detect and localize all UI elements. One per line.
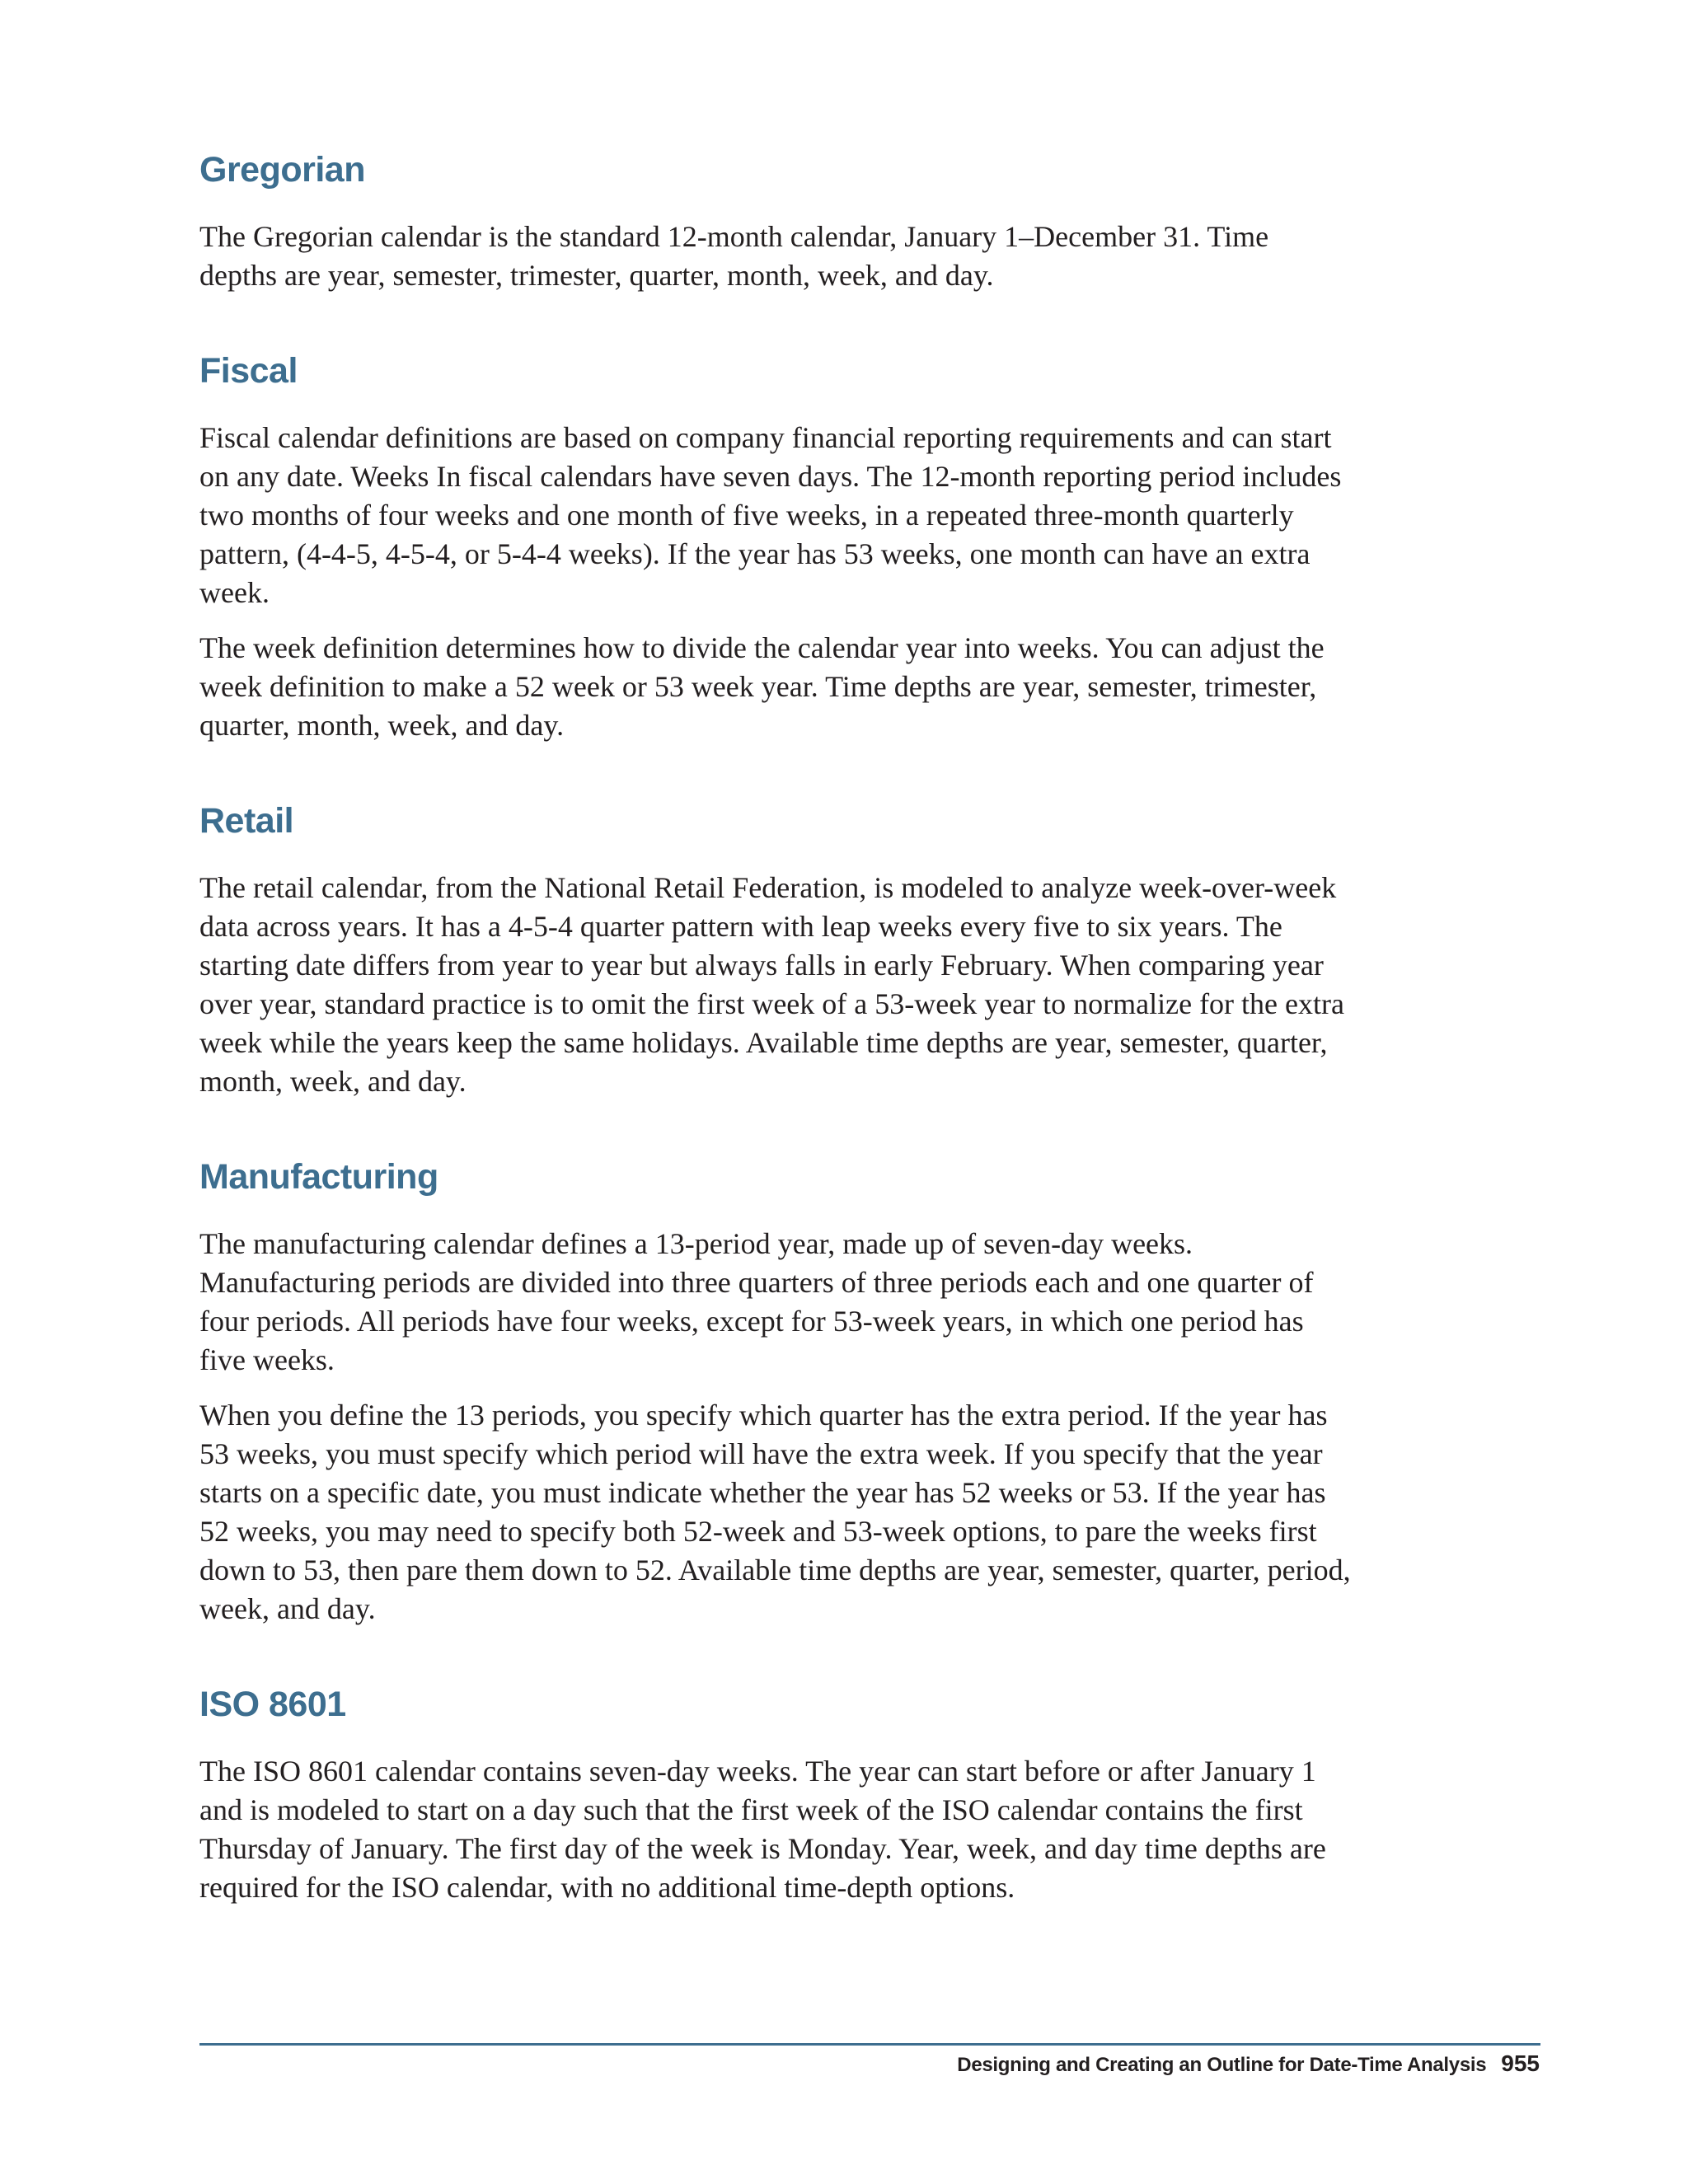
page-footer: [957, 2050, 1540, 2077]
paragraph: The week definition determines how to divide the calendar year into weeks. You can adjust the week definition to make a 52 week or 53 week year. Time depths are year, semester, trimester, quarter, month, week, and day.: [199, 631, 1325, 742]
paragraph: When you define the 13 periods, you specify which quarter has the extra period. If the year has 53 weeks, you must specify which period will have the extra week. If you specify that the year starts on a specific date, you must indicate whether the year has 52 weeks or 53. If the year has 52 weeks, you may need to specify both 52-week and 53-week options, to pare the weeks first down to 53, then pare them down to 52. Available time depths are year, semester, quarter, period, week, and day.: [199, 1399, 1351, 1625]
paragraph: The manufacturing calendar defines a 13-period year, made up of seven-day weeks. Manufacturing periods are divided into three quarters of three periods each and one quarter of four periods. All periods have four weeks, except for 53-week years, in which one period has five weeks.: [199, 1227, 1314, 1376]
paragraph: The ISO 8601 calendar contains seven-day weeks. The year can start before or after January 1 and is modeled to start on a day such that the first week of the ISO calendar contains the first Thursday of January. The first day of the week is Monday. Year, week, and day time depths are required for the ISO calendar, with no additional time-depth options.: [199, 1755, 1326, 1904]
section-heading: Fiscal: [199, 351, 298, 391]
page-number: 955: [1501, 2050, 1540, 2076]
section-iso-8601: [199, 1681, 1353, 1907]
section-gregorian: [199, 147, 1353, 295]
section-retail: [199, 798, 1353, 1101]
paragraph: Fiscal calendar definitions are based on company financial reporting requirements and can start on any date. Weeks In fiscal calendars have seven days. The 12-month reporting period includes two months of four weeks and one month of five weeks, in a repeated three-month quarterly pattern, (4-4-5, 4-5-4, or 5-4-4 weeks). If the year has 53 weeks, one month can have an extra week.: [199, 421, 1342, 609]
section-fiscal: [199, 348, 1353, 745]
section-heading: Retail: [199, 801, 294, 841]
paragraph: The Gregorian calendar is the standard 12-month calendar, January 1–December 31. Time depths are year, semester, trimester, quarter, month, week, and day.: [199, 220, 1269, 292]
page-body: [199, 147, 1353, 1960]
section-manufacturing: [199, 1154, 1353, 1629]
footer-title: Designing and Creating an Outline for Date-Time Analysis: [957, 2054, 1487, 2076]
section-heading: Manufacturing: [199, 1157, 438, 1197]
section-heading: Gregorian: [199, 150, 365, 190]
paragraph: The retail calendar, from the National Retail Federation, is modeled to analyze week-over-week data across years. It has a 4-5-4 quarter pattern with leap weeks every five to six years. The starting date differs from year to year but always falls in early February. When comparing year over year, standard practice is to omit the first week of a 53-week year to normalize for the extra week while the years keep the same holidays. Available time depths are year, semester, quarter, month, week, and day.: [199, 871, 1344, 1098]
section-heading: ISO 8601: [199, 1685, 346, 1724]
footer-divider: [199, 2043, 1540, 2046]
